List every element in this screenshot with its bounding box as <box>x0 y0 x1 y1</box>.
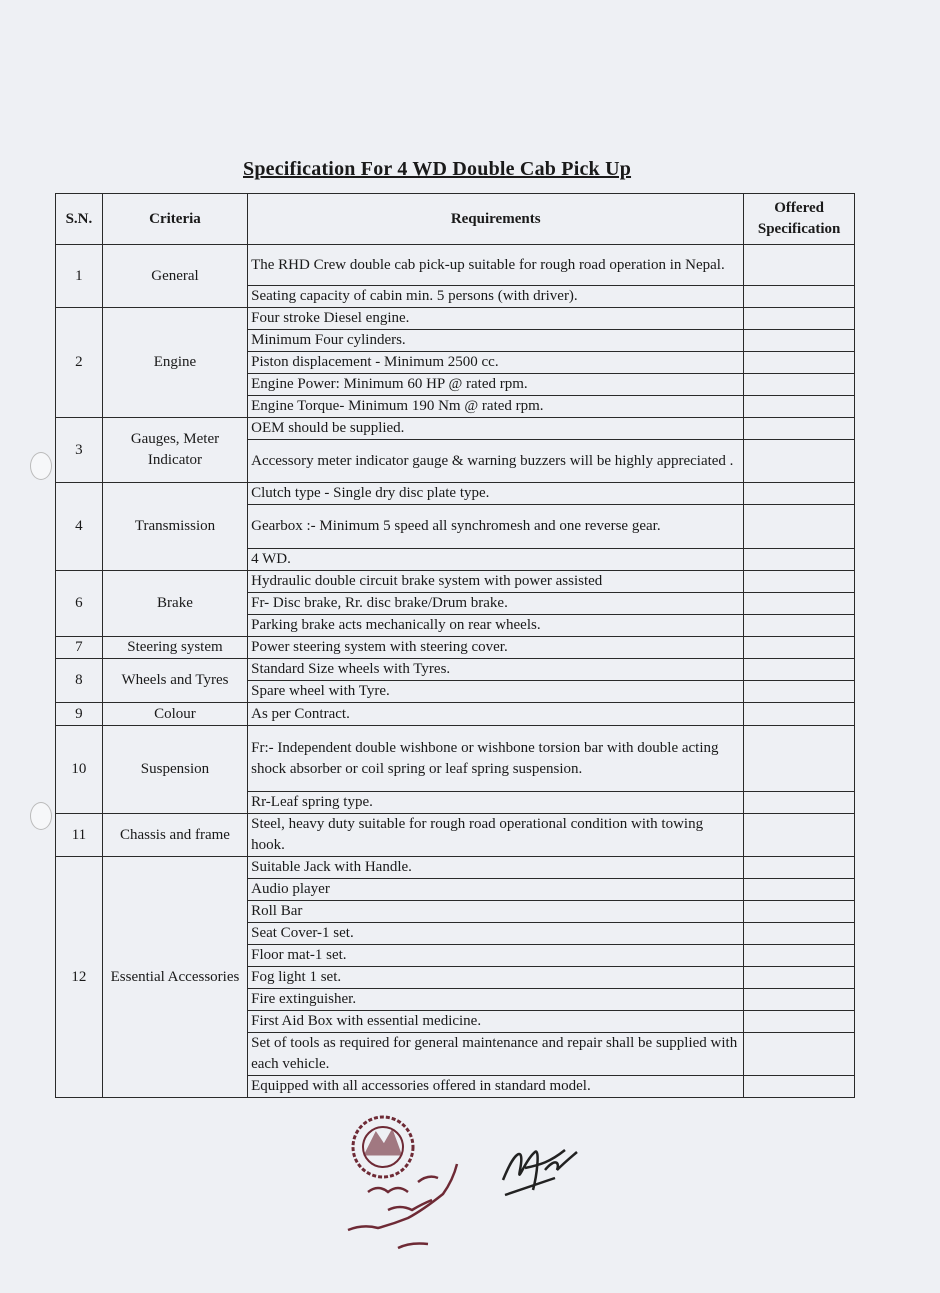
offered-specification-cell[interactable] <box>744 245 855 286</box>
criteria-cell: Essential Accessories <box>102 857 247 1098</box>
table-row <box>56 857 855 879</box>
requirement-cell: Engine Torque- Minimum 190 Nm @ rated rpm. <box>248 396 744 418</box>
criteria-cell: Wheels and Tyres <box>102 659 247 703</box>
requirement-cell: The RHD Crew double cab pick-up suitable for rough road operation in Nepal. <box>248 245 744 286</box>
table-row <box>56 659 855 681</box>
requirement-cell: Hydraulic double circuit brake system with power assisted <box>248 571 744 593</box>
header-sn: S.N. <box>56 194 103 245</box>
offered-specification-cell[interactable] <box>744 659 855 681</box>
serial-number-cell: 9 <box>56 703 103 726</box>
requirement-cell: Rr-Leaf spring type. <box>248 792 744 814</box>
official-seal-stamp <box>338 1112 488 1257</box>
requirement-cell: Engine Power: Minimum 60 HP @ rated rpm. <box>248 374 744 396</box>
header-offered-specification: Offered Specification <box>744 194 855 245</box>
offered-specification-cell[interactable] <box>744 374 855 396</box>
criteria-cell: Suspension <box>102 726 247 814</box>
offered-specification-cell[interactable] <box>744 857 855 879</box>
serial-number-cell: 12 <box>56 857 103 1098</box>
table-row <box>56 418 855 440</box>
serial-number-cell: 6 <box>56 571 103 637</box>
requirement-cell: Floor mat-1 set. <box>248 945 744 967</box>
offered-specification-cell[interactable] <box>744 945 855 967</box>
requirement-cell: Fire extinguisher. <box>248 989 744 1011</box>
criteria-cell: Steering system <box>102 637 247 659</box>
serial-number-cell: 7 <box>56 637 103 659</box>
requirement-cell: As per Contract. <box>248 703 744 726</box>
criteria-cell: Gauges, Meter Indicator <box>102 418 247 483</box>
offered-specification-cell[interactable] <box>744 593 855 615</box>
offered-specification-cell[interactable] <box>744 1076 855 1098</box>
requirement-cell: Piston displacement - Minimum 2500 cc. <box>248 352 744 374</box>
offered-specification-cell[interactable] <box>744 505 855 549</box>
requirement-cell: Standard Size wheels with Tyres. <box>248 659 744 681</box>
offered-specification-cell[interactable] <box>744 879 855 901</box>
serial-number-cell: 8 <box>56 659 103 703</box>
criteria-cell: Brake <box>102 571 247 637</box>
offered-specification-cell[interactable] <box>744 615 855 637</box>
specification-table <box>55 193 855 1098</box>
offered-specification-cell[interactable] <box>744 308 855 330</box>
requirement-cell: Seat Cover-1 set. <box>248 923 744 945</box>
offered-specification-cell[interactable] <box>744 571 855 593</box>
offered-specification-cell[interactable] <box>744 967 855 989</box>
criteria-cell: General <box>102 245 247 308</box>
requirement-cell: Four stroke Diesel engine. <box>248 308 744 330</box>
signature <box>495 1140 585 1200</box>
header-requirements: Requirements <box>248 194 744 245</box>
requirement-cell: Fr- Disc brake, Rr. disc brake/Drum brake. <box>248 593 744 615</box>
punch-hole <box>30 802 52 830</box>
requirement-cell: Equipped with all accessories offered in standard model. <box>248 1076 744 1098</box>
serial-number-cell: 1 <box>56 245 103 308</box>
offered-specification-cell[interactable] <box>744 549 855 571</box>
requirement-cell: Parking brake acts mechanically on rear wheels. <box>248 615 744 637</box>
criteria-cell: Chassis and frame <box>102 814 247 857</box>
table-row <box>56 637 855 659</box>
offered-specification-cell[interactable] <box>744 483 855 505</box>
serial-number-cell: 4 <box>56 483 103 571</box>
requirement-cell: Clutch type - Single dry disc plate type. <box>248 483 744 505</box>
serial-number-cell: 11 <box>56 814 103 857</box>
requirement-cell: Set of tools as required for general maintenance and repair shall be supplied with each vehicle. <box>248 1033 744 1076</box>
offered-specification-cell[interactable] <box>744 396 855 418</box>
table-row <box>56 703 855 726</box>
offered-specification-cell[interactable] <box>744 637 855 659</box>
criteria-cell: Transmission <box>102 483 247 571</box>
offered-specification-cell[interactable] <box>744 440 855 483</box>
offered-specification-cell[interactable] <box>744 1011 855 1033</box>
offered-specification-cell[interactable] <box>744 792 855 814</box>
offered-specification-cell[interactable] <box>744 418 855 440</box>
requirement-cell: Fr:- Independent double wishbone or wishbone torsion bar with double acting shock absorber or coil spring or leaf spring suspension. <box>248 726 744 792</box>
criteria-cell: Colour <box>102 703 247 726</box>
document-title: Specification For 4 WD Double Cab Pick Up <box>243 158 632 180</box>
table-row <box>56 814 855 857</box>
offered-specification-cell[interactable] <box>744 901 855 923</box>
offered-specification-cell[interactable] <box>744 352 855 374</box>
offered-specification-cell[interactable] <box>744 681 855 703</box>
requirement-cell: Audio player <box>248 879 744 901</box>
header-criteria: Criteria <box>102 194 247 245</box>
table-header-row <box>56 194 855 245</box>
offered-specification-cell[interactable] <box>744 989 855 1011</box>
criteria-cell: Engine <box>102 308 247 418</box>
offered-specification-cell[interactable] <box>744 286 855 308</box>
offered-specification-cell[interactable] <box>744 923 855 945</box>
offered-specification-cell[interactable] <box>744 726 855 792</box>
requirement-cell: Gearbox :- Minimum 5 speed all synchromesh and one reverse gear. <box>248 505 744 549</box>
requirement-cell: Spare wheel with Tyre. <box>248 681 744 703</box>
serial-number-cell: 10 <box>56 726 103 814</box>
offered-specification-cell[interactable] <box>744 1033 855 1076</box>
offered-specification-cell[interactable] <box>744 330 855 352</box>
offered-specification-cell[interactable] <box>744 814 855 857</box>
serial-number-cell: 3 <box>56 418 103 483</box>
table-row <box>56 571 855 593</box>
table-row <box>56 308 855 330</box>
requirement-cell: Roll Bar <box>248 901 744 923</box>
table-body <box>56 245 855 1098</box>
punch-hole <box>30 452 52 480</box>
requirement-cell: OEM should be supplied. <box>248 418 744 440</box>
requirement-cell: Suitable Jack with Handle. <box>248 857 744 879</box>
requirement-cell: Minimum Four cylinders. <box>248 330 744 352</box>
requirement-cell: Steel, heavy duty suitable for rough road operational condition with towing hook. <box>248 814 744 857</box>
requirement-cell: Seating capacity of cabin min. 5 persons (with driver). <box>248 286 744 308</box>
serial-number-cell: 2 <box>56 308 103 418</box>
offered-specification-cell[interactable] <box>744 703 855 726</box>
requirement-cell: 4 WD. <box>248 549 744 571</box>
table-row <box>56 483 855 505</box>
table-row <box>56 245 855 286</box>
table-row <box>56 726 855 792</box>
requirement-cell: Power steering system with steering cover. <box>248 637 744 659</box>
requirement-cell: Accessory meter indicator gauge & warning buzzers will be highly appreciated . <box>248 440 744 483</box>
requirement-cell: Fog light 1 set. <box>248 967 744 989</box>
requirement-cell: First Aid Box with essential medicine. <box>248 1011 744 1033</box>
